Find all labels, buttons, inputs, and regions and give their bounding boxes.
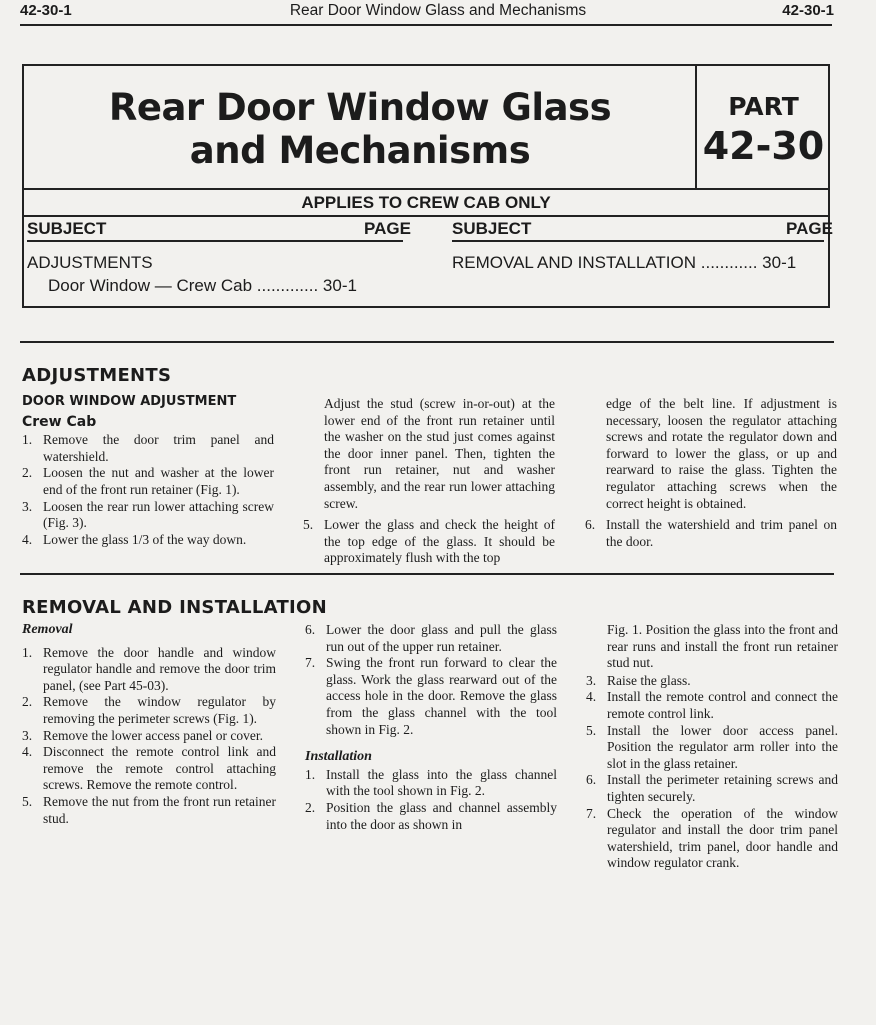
list-item: 3. Loosen the rear run lower attaching screw (Fig. 3). — [22, 498, 274, 531]
toc-page-header: PAGE — [786, 219, 833, 238]
list-item: 6. Lower the door glass and pull the glass run out of the upper run retainer. — [305, 622, 557, 654]
part-label: PART — [728, 92, 799, 121]
list-item: 5. Install the lower door access panel. Position the regulator arm roller into the slot in the glass retainer. — [586, 722, 838, 771]
title-box — [22, 64, 833, 308]
part-number: 42-30 — [702, 124, 825, 168]
list-item: 4. Disconnect the remote control link and remove the remote control attaching screws. Remove the remote control. — [22, 744, 276, 793]
toc-subject-header: SUBJECT — [452, 219, 532, 238]
door-window-adjustment-heading: DOOR WINDOW ADJUSTMENT — [22, 394, 237, 409]
header-page-number-left: 42-30-1 — [20, 2, 72, 19]
header-page-number-right: 42-30-1 — [782, 2, 834, 19]
list-item: 3. Remove the lower access panel or cover. — [22, 727, 264, 743]
adjustment-steps — [303, 517, 555, 567]
list-item: 6. Install the watershield and trim panel on the door. — [585, 517, 837, 549]
list-item: 6. Install the perimeter retaining screws and tighten securely. — [586, 772, 838, 804]
crew-cab-heading: Crew Cab — [22, 413, 97, 430]
page-title-line2: and Mechanisms — [189, 129, 531, 172]
list-item: 2. Remove the window regulator by removing the perimeter screws (Fig. 1). — [22, 694, 276, 726]
removal-subheading: Removal — [22, 622, 73, 637]
section-rule — [20, 341, 834, 343]
adjustments-col3 — [585, 396, 837, 550]
installation-steps — [305, 767, 557, 833]
section-rule — [20, 573, 834, 575]
list-item: 7. Check the operation of the window regulator and install the door trim panel watershield, trim panel, door handle and window regulator crank. — [586, 805, 838, 871]
list-item: 4. Install the remote control and connect the remote control link. — [586, 689, 838, 721]
toc-page-header: PAGE — [364, 219, 411, 238]
list-item: 1. Install the glass into the glass channel with the tool shown in Fig. 2. — [305, 766, 557, 799]
adjustment-steps — [585, 517, 837, 550]
applies-to-note: APPLIES TO CREW CAB ONLY — [301, 193, 551, 212]
toc-underline — [452, 240, 824, 242]
toc-entry: REMOVAL AND INSTALLATION ............ 30-1 — [452, 253, 797, 272]
removal-installation-heading: REMOVAL AND INSTALLATION — [22, 597, 328, 618]
list-item: 1. Remove the door handle and window regulator handle and remove the door trim panel, (see Part 45-03). — [22, 644, 276, 693]
list-item: 3. Raise the glass. — [586, 672, 691, 688]
installation-subheading: Installation — [305, 749, 372, 765]
paragraph: Adjust the stud (screw in-or-out) at the lower end of the front run retainer until the washer on the stud just comes against the door inner panel. Then, tighten the front run retainer, nut and washer assembly, and the rear run lower attaching screw. — [324, 396, 555, 511]
list-item: 2. Position the glass and channel assembly into the door as shown in — [305, 799, 557, 832]
adjustment-steps — [22, 432, 274, 548]
installation-steps — [586, 673, 838, 872]
paragraph: edge of the belt line. If adjustment is necessary, loosen the regulator attaching screws and rotate the regulator down and forward to lower the glass, or up and rearward to raise the glass. Tighten the regulator attaching screws when the correct height is obtained. — [606, 396, 837, 511]
title-box-rule — [24, 188, 828, 190]
list-item: 5. Remove the nut from the front run retainer stud. — [22, 793, 276, 826]
adjustments-col1 — [22, 394, 274, 548]
page-title — [24, 86, 696, 172]
removal-steps — [22, 645, 276, 828]
adjustments-heading: ADJUSTMENTS — [22, 365, 172, 386]
list-item: 1. Remove the door trim panel and watershield. — [22, 432, 274, 464]
title-box-rule — [24, 215, 828, 217]
removal-steps — [305, 622, 557, 738]
toc-underline — [27, 240, 403, 242]
toc-entry: Door Window — Crew Cab ............. 30-1 — [48, 276, 357, 295]
paragraph: Fig. 1. Position the glass into the front and rear runs and install the front run retainer stud nut. — [607, 622, 838, 671]
list-item: 7. Swing the front run forward to clear the glass. Work the glass rearward out of the access hole in the door. Remove the glass from the glass channel with the tool shown in Fig. 2. — [305, 655, 557, 737]
list-item: 4. Lower the glass 1/3 of the way down. — [22, 531, 247, 547]
removal-col1 — [22, 622, 276, 827]
toc-subject-header: SUBJECT — [27, 219, 107, 238]
removal-col3 — [586, 622, 838, 872]
toc-entry: ADJUSTMENTS — [27, 253, 153, 272]
removal-col2 — [305, 622, 557, 833]
adjustments-col2 — [303, 396, 555, 567]
list-item: 5. Lower the glass and check the height of the top edge of the glass. It should be approximately flush with the top — [303, 517, 555, 566]
page-title-line1: Rear Door Window Glass — [108, 86, 612, 129]
header-title: Rear Door Window Glass and Mechanisms — [289, 2, 587, 19]
list-item: 2. Loosen the nut and washer at the lower end of the front run retainer (Fig. 1). — [22, 465, 274, 497]
header-rule — [20, 24, 832, 26]
